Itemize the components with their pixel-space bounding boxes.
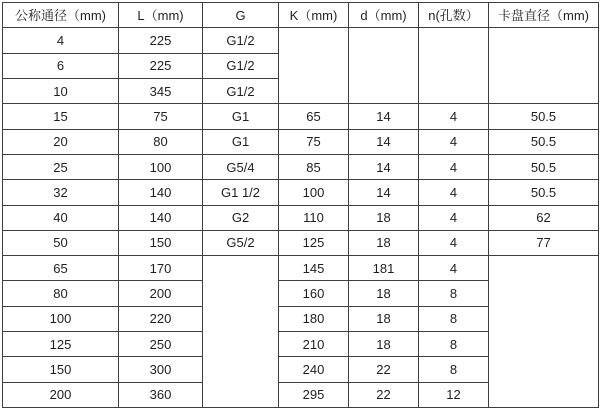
- cell-dn: 25: [3, 154, 119, 179]
- cell-d: 18: [349, 205, 419, 230]
- cell-n: 8: [419, 306, 489, 331]
- table-row: [3, 104, 599, 129]
- cell-g: G1: [203, 104, 279, 129]
- cell-n: 4: [419, 256, 489, 281]
- cell-d: 18: [349, 332, 419, 357]
- spec-table: [2, 2, 599, 408]
- cell-dn: 32: [3, 180, 119, 205]
- cell-g: G2: [203, 205, 279, 230]
- cell-dn: 200: [3, 382, 119, 407]
- cell-chuck: 50.5: [489, 180, 599, 205]
- cell-n: 4: [419, 129, 489, 154]
- cell-n: 8: [419, 357, 489, 382]
- merged-empty-cell-k: [279, 28, 349, 104]
- cell-n: 4: [419, 154, 489, 179]
- cell-k: 180: [279, 306, 349, 331]
- merged-empty-cell-n: [419, 28, 489, 104]
- cell-g: G5/2: [203, 230, 279, 255]
- cell-d: 14: [349, 180, 419, 205]
- cell-k: 125: [279, 230, 349, 255]
- cell-l: 100: [119, 154, 203, 179]
- merged-empty-cell-g: [203, 256, 279, 408]
- cell-l: 170: [119, 256, 203, 281]
- cell-k: 100: [279, 180, 349, 205]
- merged-empty-cell-chuck: [489, 28, 599, 104]
- table-row: [3, 180, 599, 205]
- cell-k: 110: [279, 205, 349, 230]
- cell-g: G1 1/2: [203, 180, 279, 205]
- cell-d: 14: [349, 104, 419, 129]
- col-header-g: G: [203, 3, 279, 28]
- col-header-l: L（mm): [119, 3, 203, 28]
- cell-k: 65: [279, 104, 349, 129]
- cell-g: G1/2: [203, 28, 279, 53]
- cell-d: 14: [349, 129, 419, 154]
- cell-l: 200: [119, 281, 203, 306]
- cell-chuck: 50.5: [489, 129, 599, 154]
- cell-dn: 20: [3, 129, 119, 154]
- cell-dn: 4: [3, 28, 119, 53]
- cell-k: 160: [279, 281, 349, 306]
- cell-n: 4: [419, 180, 489, 205]
- cell-l: 75: [119, 104, 203, 129]
- cell-dn: 10: [3, 78, 119, 103]
- cell-dn: 125: [3, 332, 119, 357]
- cell-l: 80: [119, 129, 203, 154]
- cell-l: 220: [119, 306, 203, 331]
- cell-l: 225: [119, 53, 203, 78]
- col-header-k: K（mm): [279, 3, 349, 28]
- merged-empty-cell-d: [349, 28, 419, 104]
- cell-d: 181: [349, 256, 419, 281]
- header-row: [3, 3, 599, 28]
- cell-d: 18: [349, 281, 419, 306]
- cell-chuck: 62: [489, 205, 599, 230]
- cell-k: 295: [279, 382, 349, 407]
- table-row: [3, 28, 599, 53]
- cell-g: G5/4: [203, 154, 279, 179]
- cell-dn: 65: [3, 256, 119, 281]
- cell-n: 4: [419, 205, 489, 230]
- cell-chuck: 77: [489, 230, 599, 255]
- cell-n: 8: [419, 281, 489, 306]
- cell-l: 140: [119, 205, 203, 230]
- cell-dn: 80: [3, 281, 119, 306]
- cell-g: G1: [203, 129, 279, 154]
- cell-chuck: 50.5: [489, 104, 599, 129]
- cell-l: 225: [119, 28, 203, 53]
- cell-dn: 100: [3, 306, 119, 331]
- cell-dn: 150: [3, 357, 119, 382]
- cell-chuck: 50.5: [489, 154, 599, 179]
- merged-empty-cell-chuck: [489, 256, 599, 408]
- col-header-n: n(孔数）: [419, 3, 489, 28]
- cell-k: 75: [279, 129, 349, 154]
- cell-d: 22: [349, 357, 419, 382]
- cell-d: 22: [349, 382, 419, 407]
- col-header-d: d（mm): [349, 3, 419, 28]
- table-row: [3, 154, 599, 179]
- cell-l: 150: [119, 230, 203, 255]
- cell-g: G1/2: [203, 53, 279, 78]
- cell-k: 145: [279, 256, 349, 281]
- col-header-chuck: 卡盘直径（mm): [489, 3, 599, 28]
- cell-d: 14: [349, 154, 419, 179]
- cell-n: 8: [419, 332, 489, 357]
- cell-k: 210: [279, 332, 349, 357]
- table-row: [3, 256, 599, 281]
- cell-k: 85: [279, 154, 349, 179]
- cell-l: 140: [119, 180, 203, 205]
- table-row: [3, 205, 599, 230]
- cell-k: 240: [279, 357, 349, 382]
- cell-l: 360: [119, 382, 203, 407]
- cell-d: 18: [349, 306, 419, 331]
- cell-l: 300: [119, 357, 203, 382]
- cell-n: 12: [419, 382, 489, 407]
- cell-dn: 50: [3, 230, 119, 255]
- cell-l: 345: [119, 78, 203, 103]
- table-row: [3, 230, 599, 255]
- cell-dn: 6: [3, 53, 119, 78]
- cell-g: G1/2: [203, 78, 279, 103]
- cell-l: 250: [119, 332, 203, 357]
- cell-n: 4: [419, 104, 489, 129]
- cell-dn: 40: [3, 205, 119, 230]
- cell-dn: 15: [3, 104, 119, 129]
- cell-n: 4: [419, 230, 489, 255]
- table-row: [3, 129, 599, 154]
- col-header-dn: 公称通径（mm): [3, 3, 119, 28]
- cell-d: 18: [349, 230, 419, 255]
